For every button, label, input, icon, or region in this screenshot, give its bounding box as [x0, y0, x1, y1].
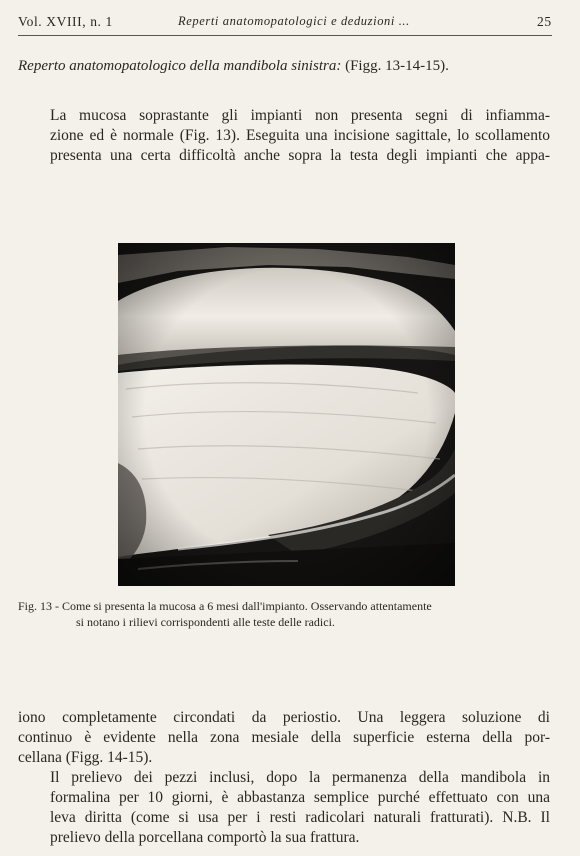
paragraph-line: prelievo della porcellana comportò la sua frattura.: [50, 829, 360, 846]
paragraph-line: zione ed è normale (Fig. 13). Eseguita una incisione sagittale, lo scollamento: [50, 127, 550, 144]
figure-13-photo: [118, 243, 455, 586]
subheading-figure-refs: (Figg. 13-14-15).: [345, 58, 449, 74]
subheading-title: Reperto anatomopatologico della mandibola sinistra:: [18, 58, 342, 74]
page-number: 25: [537, 14, 552, 29]
paragraph-3: [18, 768, 550, 848]
paragraph-line: La mucosa soprastante gli impianti non presenta segni di infiamma-: [50, 107, 550, 124]
figure-caption: [18, 598, 554, 630]
caption-line-1: Fig. 13 - Come si presenta la mucosa a 6 mesi dall'impianto. Osservando attentamente: [18, 599, 432, 613]
paragraph-line: iono completamente circondati da periostio. Una leggera soluzione di: [18, 709, 550, 726]
paragraph-line: continuo è evidente nella zona mesiale della superficie esterna della por-: [18, 729, 550, 746]
running-title: Reperti anatomopatologici e deduzioni ...: [178, 14, 410, 28]
journal-volume: Vol. XVIII, n. 1: [18, 14, 113, 29]
paragraph-line: formalina per 10 giorni, è abbastanza semplice purché effettuato con una: [50, 789, 550, 806]
paragraph-2: [18, 708, 550, 768]
paragraph-line: Il prelievo dei pezzi inclusi, dopo la permanenza della mandibola in: [50, 769, 550, 786]
paragraph-line: presenta una certa difficoltà anche sopra la testa degli impianti che appa-: [50, 147, 550, 164]
paragraph-1: [18, 106, 550, 166]
paragraph-line: leva diritta (come si usa per i resti radicolari naturali fratturati). N.B. Il: [50, 809, 550, 826]
section-subheading: [18, 58, 449, 75]
paragraph-line: cellana (Figg. 14-15).: [18, 749, 153, 766]
caption-line-2: si notano i rilievi corrispondenti alle teste delle radici.: [76, 615, 335, 629]
header-rule: [18, 35, 552, 36]
